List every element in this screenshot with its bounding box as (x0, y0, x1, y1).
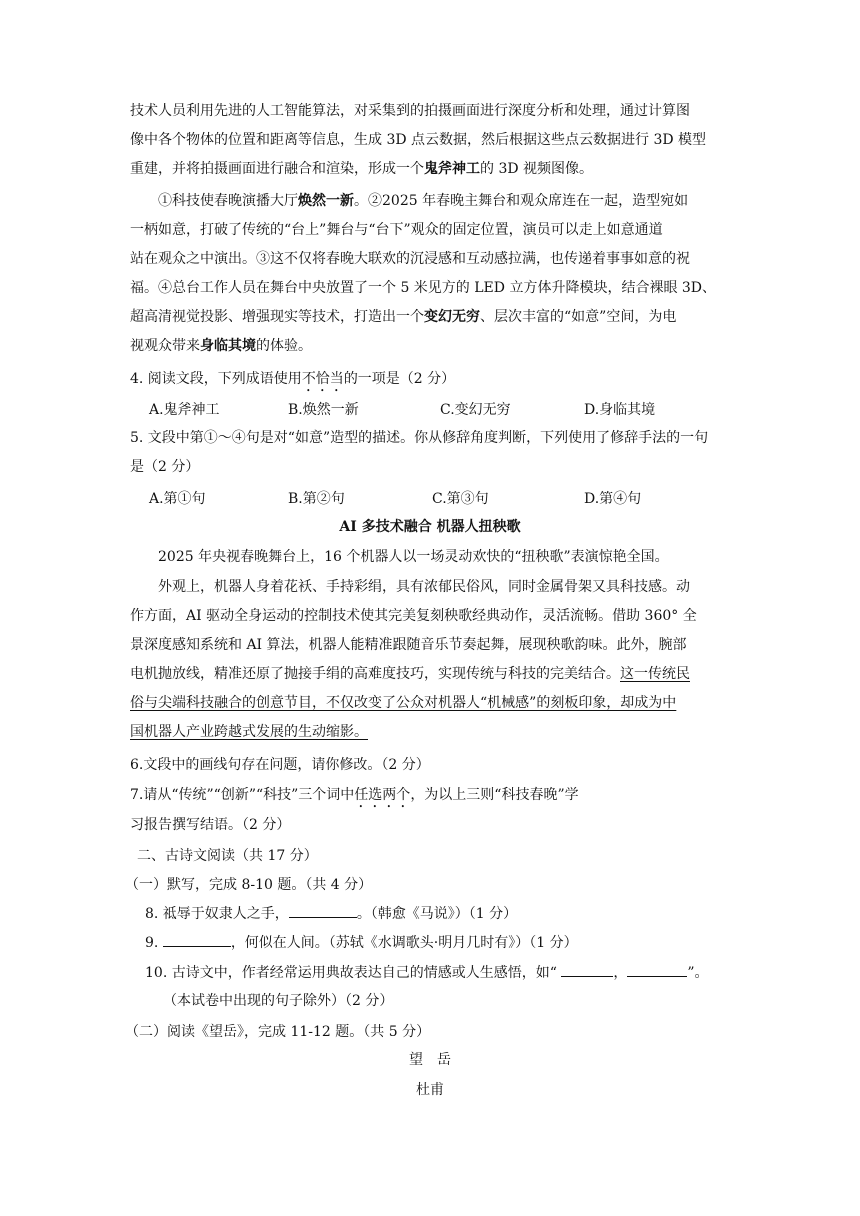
option-a: A.第①句 (149, 491, 206, 507)
question-7-cont: 习报告撰写结语。（2 分） (130, 817, 291, 833)
text-line: ①科技使春晚演播大厅焕然一新。②2025 年春晚主舞台和观众席连在一起，造型宛如 (158, 193, 689, 209)
option-c: C.变幻无穷 (440, 402, 511, 418)
option-a: A.鬼斧神工 (149, 402, 220, 418)
option-d: D.身临其境 (584, 402, 656, 418)
answer-blank[interactable] (561, 962, 613, 977)
text-line: 福。④总台工作人员在舞台中央放置了一个 5 米见方的 LED 立方体升降模块，结合裸眼 3D、 (130, 280, 717, 296)
question-8: 8. 祗辱于奴隶人之手， 。（韩愈《马说》）（1 分） (145, 903, 745, 924)
question-5: 5. 文段中第①～④句是对“如意”造型的描述。你从修辞角度判断，下列使用了修辞手法的一句 (130, 430, 709, 446)
emphasis-text: 任选两个 (354, 787, 411, 803)
idiom-bold: 焕然一新 (298, 193, 354, 209)
text-line: 技术人员利用先进的人工智能算法，对采集到的拍摄画面进行深度分析和处理，通过计算图 (130, 103, 690, 119)
option-c: C.第③句 (432, 491, 489, 507)
text-line: 一柄如意，打破了传统的“台上”舞台与“台下”观众的固定位置，演员可以走上如意通道 (130, 222, 663, 238)
text-line: 超高清视觉投影、增强现实等技术，打造出一个变幻无穷、层次丰富的“如意”空间，为电 (130, 309, 677, 325)
text-line: 像中各个物体的位置和距离等信息，生成 3D 点云数据，然后根据这些点云数据进行 3D 模型 (130, 132, 707, 148)
text-line: 作方面，AI 驱动全身运动的控制技术使其完美复刻秧歌经典动作，灵活流畅。借助 360° 全 (130, 608, 697, 624)
question-9: 9. ，何似在人间。（苏轼《水调歌头·明月几时有》）（1 分） (145, 932, 745, 953)
answer-blank[interactable] (289, 903, 357, 918)
emphasis-text: 不恰当 (301, 371, 344, 387)
option-d: D.第④句 (584, 491, 642, 507)
poem-title: 望 岳 (409, 1052, 451, 1068)
question-7: 7.请从“传统”“创新”“科技”三个词中任选两个，为以上三则“科技春晚”学 (130, 787, 579, 803)
question-10: 10. 古诗文中，作者经常运用典故表达自己的情感或人生感悟，如“ ， ”。 (145, 962, 745, 983)
question-4: 4. 阅读文段，下列成语使用不恰当的一项是（2 分） (130, 371, 456, 387)
option-b: B.第②句 (288, 491, 345, 507)
text-line: 视观众带来身临其境的体验。 (130, 338, 312, 354)
sub-heading: （二）阅读《望岳》，完成 11-12 题。（共 5 分） (125, 1024, 431, 1040)
question-10-cont: （本试卷中出现的句子除外）（2 分） (163, 993, 394, 1009)
underlined-sentence: 国机器人产业跨越式发展的生动缩影。 (130, 724, 368, 740)
idiom-bold: 身临其境 (200, 338, 256, 354)
text-line: 景深度感知系统和 AI 算法，机器人能精准跟随音乐节奏起舞，展现秧歌韵味。此外，腕部 (130, 637, 687, 653)
question-5-cont: 是（2 分） (130, 459, 200, 475)
part-heading: 二、古诗文阅读（共 17 分） (137, 848, 318, 864)
poem-author: 杜甫 (416, 1082, 444, 1098)
section-title: AI 多技术融合 机器人扭秧歌 (339, 519, 521, 535)
text-line: 外观上，机器人身着花袄、手持彩绢，具有浓郁民俗风，同时金属骨架又具科技感。动 (158, 579, 690, 595)
underlined-sentence: 俗与尖端科技融合的创意节目，不仅改变了公众对机器人“机械感”的刻板印象，却成为中 (130, 695, 677, 711)
text-line: 电机抛放线，精准还原了抛接手绢的高难度技巧，实现传统与科技的完美结合。这一传统民 (130, 666, 690, 682)
text-line: 站在观众之中演出。③这不仅将春晚大联欢的沉浸感和互动感拉满，也传递着事事如意的祝 (130, 251, 690, 267)
text-line: 2025 年央视春晚舞台上，16 个机器人以一场灵动欢快的“扭秧歌”表演惊艳全国。 (158, 549, 669, 565)
underlined-sentence: 这一传统民 (620, 666, 690, 682)
answer-blank[interactable] (627, 962, 687, 977)
idiom-bold: 鬼斧神工 (424, 161, 480, 177)
answer-blank[interactable] (163, 932, 231, 947)
sub-heading: （一）默写，完成 8-10 题。（共 4 分） (125, 877, 373, 893)
option-b: B.焕然一新 (288, 402, 359, 418)
question-6: 6.文段中的画线句存在问题，请你修改。（2 分） (130, 757, 430, 773)
text-line: 重建，并将拍摄画面进行融合和渲染，形成一个鬼斧神工的 3D 视频图像。 (130, 161, 594, 177)
idiom-bold: 变幻无穷 (424, 309, 480, 325)
